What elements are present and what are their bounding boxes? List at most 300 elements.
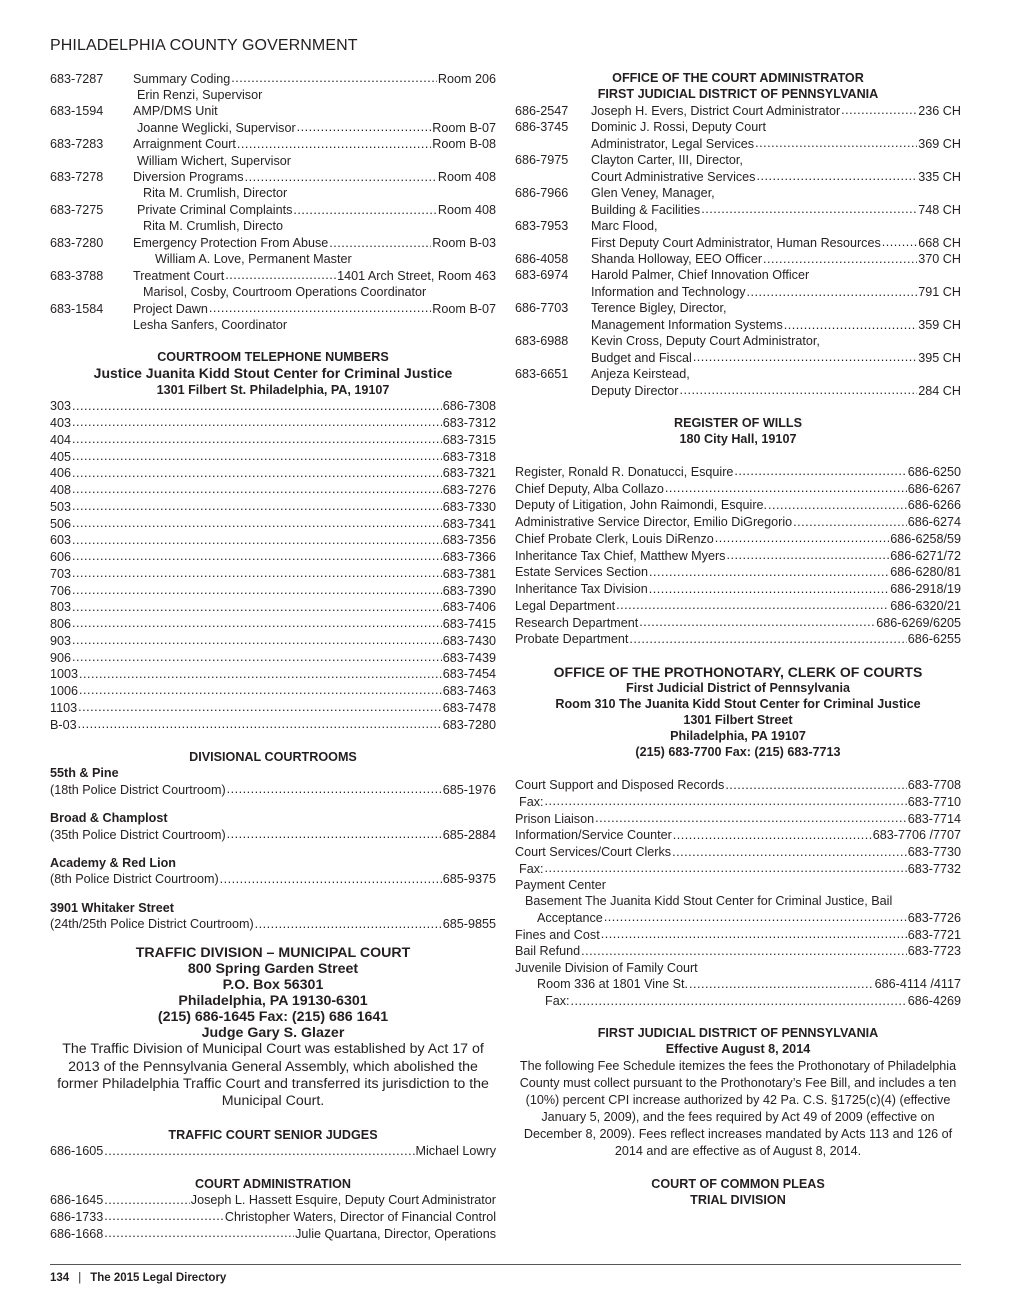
courtroom-row-label: 506 — [50, 516, 72, 531]
left-entry-line — [133, 235, 496, 252]
prothonotary-sub-line: 1301 Filbert Street — [683, 713, 793, 728]
register-row — [515, 547, 961, 564]
left-entry-line-label: Summary Coding — [133, 71, 231, 86]
cao-entry-line-label: First Deputy Court Administrator, Human Resources — [591, 235, 881, 250]
courtroom-rooms — [50, 398, 496, 733]
register-row-label: Deputy of Litigation, John Raimondi, Esquire. — [515, 498, 768, 513]
leader-dots — [571, 993, 907, 1006]
register-row — [515, 530, 961, 547]
courtroom-row-label: 603 — [50, 533, 72, 548]
senior-judge-row-value: Michael Lowry — [415, 1144, 496, 1159]
courtroom-row-label: 303 — [50, 399, 72, 414]
cao-entry-body — [591, 119, 961, 152]
court-admin-list — [50, 1192, 496, 1242]
left-entry-body — [133, 300, 496, 333]
leader-dots — [693, 349, 917, 362]
cao-entry-body — [591, 366, 961, 399]
cao-entry-line — [591, 251, 961, 268]
left-phone: 683-7283 — [50, 137, 104, 152]
cao-entry-line-label: Dominic J. Rossi, Deputy Court — [591, 120, 766, 135]
court-admin-row-label: 686-1668 — [50, 1226, 104, 1241]
courtroom-row-value: 683-7341 — [442, 516, 496, 531]
leader-dots — [72, 515, 442, 528]
cao-entry — [515, 185, 961, 218]
leader-dots — [747, 284, 918, 297]
prothonotary-row-value: 683-7708 — [907, 778, 961, 793]
leader-dots — [581, 943, 907, 956]
register-row-label: Register, Ronald R. Donatucci, Esquire — [515, 464, 734, 479]
left-entry-line-label: AMP/DMS Unit — [133, 103, 218, 118]
leader-dots — [680, 382, 918, 395]
courtroom-row-value: 683-7330 — [442, 499, 496, 514]
cao-entry-line — [591, 185, 961, 201]
register-row-value: 686-6269/6205 — [876, 615, 961, 630]
prothonotary-row — [515, 926, 961, 943]
courtroom-row-value: 686-7308 — [442, 399, 496, 414]
court-admin-row-value: Joseph L. Hassett Esquire, Deputy Court Administrator — [190, 1193, 496, 1208]
divisional-row-label: (35th Police District Courtroom) — [50, 827, 226, 842]
register-row-label: Research Department — [515, 615, 639, 630]
prothonotary-row — [515, 943, 961, 960]
footer-rule — [50, 1264, 961, 1265]
courtroom-row-value: 683-7276 — [442, 483, 496, 498]
cao-entry — [515, 152, 961, 185]
prothonotary-row-value: 683-7723 — [907, 944, 961, 959]
courtroom-row-value: 683-7478 — [442, 700, 496, 715]
left-entry-line-label: Project Dawn — [133, 301, 208, 316]
traffic-line: TRAFFIC DIVISION – MUNICIPAL COURT — [135, 944, 411, 961]
courtroom-row-value: 683-7463 — [442, 684, 496, 699]
leader-dots — [601, 926, 907, 939]
cao-entry-line-label: Court Administrative Services — [591, 169, 756, 184]
register-row-label: Chief Deputy, Alba Collazo — [515, 481, 664, 496]
cao-phone: 683-6988 — [515, 334, 569, 349]
register-row — [515, 564, 961, 581]
left-entry-line-label: William Wichert, Supervisor — [137, 153, 291, 168]
register-row-value: 686-6266 — [907, 498, 961, 513]
court-admin-heading: COURT ADMINISTRATION — [194, 1176, 351, 1191]
left-entry-line-value: Room 408 — [437, 203, 496, 218]
left-entry-body — [133, 169, 496, 202]
cao-entry-line-label: Administrator, Legal Services — [591, 136, 755, 151]
prothonotary-row-label: Fines and Cost — [515, 927, 600, 942]
leader-dots — [72, 465, 442, 478]
courtroom-row-label: B-03 — [50, 717, 77, 732]
cao-entry-line-label: Kevin Cross, Deputy Court Administrator, — [591, 334, 820, 349]
leader-dots — [672, 844, 907, 857]
courtroom-row-value: 683-7356 — [442, 533, 496, 548]
prothonotary-row-label: Fax: — [519, 861, 544, 876]
leader-dots — [841, 102, 917, 115]
left-entry — [50, 202, 496, 235]
prothonotary-sub-line: Philadelphia, PA 19107 — [670, 729, 806, 744]
left-entry-body — [133, 103, 496, 136]
traffic-line: Philadelphia, PA 19130-6301 — [178, 992, 368, 1009]
cao-entry-line — [591, 284, 961, 301]
court-admin-row — [50, 1208, 496, 1225]
divisional-row-value: 685-2884 — [442, 827, 496, 842]
leader-dots — [72, 481, 442, 494]
prothonotary-row-label: Room 336 at 1801 Vine St. — [537, 977, 688, 992]
leader-dots — [629, 631, 906, 644]
left-entry-line-value: Room B-03 — [432, 236, 496, 251]
left-phone: 683-7278 — [50, 170, 104, 185]
footer-separator: | — [78, 1272, 82, 1284]
left-entry-line — [133, 300, 496, 317]
cao-phone: 686-2547 — [515, 103, 569, 118]
leader-dots — [104, 1143, 414, 1156]
right-column — [515, 70, 961, 1208]
court-admin-row-label: 686-1733 — [50, 1210, 104, 1225]
left-entry-body — [133, 136, 496, 169]
cao-entry-body — [591, 218, 961, 251]
leader-dots — [104, 1208, 224, 1221]
left-phone: 683-1594 — [50, 103, 104, 118]
prothonotary-row-value: 686-4114 /4117 — [874, 977, 961, 992]
left-phone: 683-1584 — [50, 301, 104, 316]
spacer — [50, 888, 496, 900]
cao-entry-line-value: 668 CH — [918, 235, 961, 250]
page-title: PHILADELPHIA COUNTY GOVERNMENT — [50, 37, 358, 54]
prothonotary-row-label: Court Services/Court Clerks — [515, 845, 672, 860]
prothonotary-row-value: 683-7730 — [907, 845, 961, 860]
traffic-line: 800 Spring Garden Street — [187, 960, 359, 977]
left-entry-line-value: 1401 Arch Street, Room 463 — [337, 269, 496, 284]
prothonotary-row-label: Juvenile Division of Family Court — [515, 960, 698, 975]
leader-dots — [756, 168, 917, 181]
cao-entry-line-value: 284 CH — [918, 383, 961, 398]
leader-dots — [72, 599, 442, 612]
left-entry-line — [133, 185, 496, 201]
register-row-value: 686-6320/21 — [890, 598, 961, 613]
prothonotary-heading: OFFICE OF THE PROTHONOTARY, CLERK OF COURTS — [553, 663, 923, 680]
prothonotary-row-label: Fax: — [545, 994, 570, 1009]
courtroom-row — [50, 649, 496, 666]
prothonotary-row-value: 683-7726 — [907, 910, 961, 925]
cao-entry-line-label: Information and Technology — [591, 285, 746, 300]
courtroom-row-label: 706 — [50, 583, 72, 598]
leader-dots — [882, 234, 918, 247]
leader-dots — [72, 532, 442, 545]
cao-entry-line — [591, 168, 961, 185]
register-row-label: Estate Services Section — [515, 565, 648, 580]
prothonotary-row-value: 686-4269 — [907, 994, 961, 1009]
left-entry-line-label: William A. Love, Permanent Master — [155, 252, 352, 267]
divisional-items — [50, 765, 496, 933]
leader-dots — [673, 827, 872, 840]
leader-dots — [329, 235, 431, 248]
left-entry-body — [133, 267, 496, 300]
divisional-row — [50, 826, 496, 843]
fee-schedule-heading: FIRST JUDICIAL DISTRICT OF PENNSYLVANIA — [597, 1026, 879, 1041]
cao-entry-line-value: 395 CH — [918, 351, 961, 365]
courtroom-row-label: 503 — [50, 499, 72, 514]
cao-phone: 686-4058 — [515, 252, 569, 267]
courtroom-row — [50, 716, 496, 733]
courtroom-row — [50, 465, 496, 482]
register-wills-heading: REGISTER OF WILLS — [673, 416, 803, 431]
left-entry-line-value: Room B-07 — [432, 301, 496, 316]
divisional-name: 55th & Pine — [50, 765, 119, 780]
prothonotary-row-label: Acceptance — [537, 910, 603, 925]
cao-entry-line-label: Shanda Holloway, EEO Officer — [591, 252, 763, 267]
left-phone: 683-7287 — [50, 71, 104, 86]
divisional-row — [50, 781, 496, 798]
leader-dots — [715, 530, 889, 543]
leader-dots — [545, 860, 907, 873]
cao-entry-line-label: Glen Veney, Manager, — [591, 185, 715, 200]
footer-title: The 2015 Legal Directory — [90, 1272, 227, 1284]
left-entry — [50, 300, 496, 333]
leader-dots — [701, 201, 917, 214]
court-admin-office-heading: OFFICE OF THE COURT ADMINISTRATOR — [612, 71, 864, 85]
court-admin-row-value: Julie Quartana, Director, Operations — [295, 1226, 496, 1241]
cao-entry-line — [591, 135, 961, 152]
left-entry — [50, 169, 496, 202]
cao-entry-line-value: 359 CH — [918, 318, 961, 333]
leader-dots — [639, 614, 875, 627]
cao-entry-line — [591, 218, 961, 234]
leader-dots — [72, 448, 442, 461]
courtroom-row-value: 683-7366 — [442, 550, 496, 565]
register-row-label: Administrative Service Director, Emilio DiGregorio — [515, 515, 793, 530]
page-number: 134 — [50, 1272, 70, 1284]
left-entries — [50, 70, 496, 333]
left-entry-line — [133, 153, 496, 169]
senior-judges-heading: TRAFFIC COURT SENIOR JUDGES — [168, 1127, 378, 1142]
cao-entry — [515, 300, 961, 333]
courtroom-row-value: 683-7390 — [442, 583, 496, 598]
cao-entry-line-value: 369 CH — [918, 136, 961, 151]
left-entry-line — [133, 218, 496, 234]
cao-phone: 686-7975 — [515, 152, 569, 167]
leader-dots — [616, 597, 889, 610]
divisional-row-value: 685-9855 — [442, 917, 496, 932]
prothonotary-row-label: Information/Service Counter — [515, 828, 672, 843]
leader-dots — [78, 716, 442, 729]
leader-dots — [755, 135, 917, 148]
left-entry-body — [133, 202, 496, 235]
prothonotary-row — [515, 793, 961, 810]
left-entry-line-label: Lesha Sanfers, Coordinator — [133, 318, 288, 333]
register-row — [515, 514, 961, 531]
senior-judges-list — [50, 1143, 496, 1160]
left-entry-line — [133, 136, 496, 153]
courtroom-row — [50, 515, 496, 532]
left-entry-line-label: Diversion Programs — [133, 170, 244, 185]
register-row-value: 686-2918/19 — [890, 582, 961, 597]
divisional-name: Academy & Red Lion — [50, 855, 176, 870]
courtroom-row — [50, 615, 496, 632]
courtroom-row — [50, 582, 496, 599]
leader-dots — [726, 547, 889, 560]
register-row-value: 686-6255 — [907, 632, 961, 647]
leader-dots — [763, 251, 917, 264]
leader-dots — [227, 826, 442, 839]
cao-entry-line — [591, 119, 961, 135]
prothonotary-row-label: Payment Center — [515, 878, 606, 893]
left-column — [50, 70, 496, 1242]
prothonotary-row — [515, 860, 961, 877]
senior-judge-row-label: 686-1605 — [50, 1144, 104, 1159]
courtroom-row-value: 683-7312 — [442, 416, 496, 431]
cao-entry — [515, 366, 961, 399]
cao-entry-line-value: 748 CH — [918, 202, 961, 217]
register-row — [515, 480, 961, 497]
register-row-label: Chief Probate Clerk, Louis DiRenzo — [515, 531, 714, 546]
spacer — [50, 843, 496, 855]
register-row — [515, 581, 961, 598]
cao-entry-line — [591, 201, 961, 218]
leader-dots — [104, 1192, 190, 1205]
prothonotary-row — [515, 893, 961, 909]
court-admin-office-entries — [515, 102, 961, 399]
divisional-row-label: (8th Police District Courtroom) — [50, 872, 219, 887]
leader-dots — [793, 514, 907, 527]
left-entry-body — [133, 70, 496, 103]
register-row-value: 686-6258/59 — [890, 531, 961, 546]
spacer — [50, 798, 496, 810]
prothonotary-row-value: 683-7710 — [907, 794, 961, 809]
court-admin-row — [50, 1192, 496, 1209]
divisional-row — [50, 871, 496, 888]
left-entry-line-label: Emergency Protection From Abuse — [133, 236, 329, 251]
cao-entry-line-label: Deputy Director — [591, 383, 679, 398]
cao-entry-line-label: Anjeza Keirstead, — [591, 367, 690, 382]
courtroom-row — [50, 414, 496, 431]
prothonotary-row — [515, 993, 961, 1010]
prothonotary-sub-line: Room 310 The Juanita Kidd Stout Center for Criminal Justice — [555, 696, 921, 711]
cao-entry — [515, 119, 961, 152]
register-row — [515, 497, 961, 514]
register-row-label: Inheritance Tax Division — [515, 582, 648, 597]
prothonotary-row-label: Prison Liaison — [515, 811, 595, 826]
cao-phone: 683-6651 — [515, 367, 569, 382]
divisional-row-value: 685-9375 — [442, 872, 496, 887]
left-entry-line-label: Marisol, Cosby, Courtroom Operations Coordinator — [143, 285, 427, 300]
leader-dots — [72, 431, 442, 444]
register-row-label: Legal Department — [515, 598, 616, 613]
register-row-value: 686-6274 — [907, 515, 961, 530]
register-row — [515, 597, 961, 614]
courtroom-row-value: 683-7280 — [442, 717, 496, 732]
traffic-line: (215) 686-1645 Fax: (215) 686 1641 — [157, 1009, 389, 1026]
left-phone: 683-7275 — [50, 203, 104, 218]
left-entry-line — [133, 103, 496, 119]
prothonotary-list — [515, 777, 961, 1010]
leader-dots — [768, 497, 907, 510]
leader-dots — [604, 909, 907, 922]
leader-dots — [649, 581, 889, 594]
traffic-description: The Traffic Division of Municipal Court was established by Act 17 of 2013 of the Pennsylvania General Assembly, which abolished the former Philadelphia Traffic Court and transferred its jurisdiction to the Municipal Court. — [57, 1041, 489, 1110]
courtroom-row-label: 1003 — [50, 667, 79, 682]
cao-entry-body — [591, 152, 961, 185]
cao-phone: 683-6974 — [515, 268, 569, 283]
left-entry — [50, 136, 496, 169]
courtroom-row-label: 1103 — [50, 700, 78, 715]
divisional-row-label: (24th/25th Police District Courtroom) — [50, 917, 254, 932]
cao-entry-line-label: Building & Facilities — [591, 202, 701, 217]
cao-phone: 683-7953 — [515, 218, 569, 233]
cao-entry-line-value: 791 CH — [918, 285, 961, 300]
register-wills-address: 180 City Hall, 19107 — [679, 432, 797, 447]
divisional-row-value: 685-1976 — [442, 782, 496, 797]
courtroom-row-label: 806 — [50, 617, 72, 632]
courtroom-row-value: 683-7406 — [442, 600, 496, 615]
prothonotary-row-value: 683-7721 — [907, 927, 961, 942]
cao-entry-body — [591, 102, 961, 119]
register-row — [515, 631, 961, 648]
court-admin-row — [50, 1225, 496, 1242]
courtroom-row — [50, 699, 496, 716]
cao-phone: 686-7966 — [515, 185, 569, 200]
cao-entry-body — [591, 185, 961, 218]
leader-dots — [665, 480, 907, 493]
left-entry-line-value: Room B-07 — [432, 120, 496, 135]
left-phone: 683-7280 — [50, 236, 104, 251]
traffic-division — [50, 945, 496, 1042]
register-row-value: 686-6280/81 — [890, 565, 961, 580]
left-entry-line-value: Room B-08 — [432, 137, 496, 152]
cao-entry-line-label: Joseph H. Evers, District Court Administrator — [591, 103, 841, 118]
leader-dots — [245, 169, 437, 182]
cao-entry-line — [591, 382, 961, 399]
senior-judge-row — [50, 1143, 496, 1160]
courtroom-row — [50, 481, 496, 498]
prothonotary-sub-line: (215) 683-7700 Fax: (215) 683-7713 — [635, 745, 841, 760]
courtroom-center: Justice Juanita Kidd Stout Center for Criminal Justice — [93, 365, 453, 382]
courtroom-row-label: 1006 — [50, 684, 79, 699]
prothonotary-row — [515, 827, 961, 844]
cao-entry-line-label: Harold Palmer, Chief Innovation Officer — [591, 268, 810, 283]
fee-schedule-sub1: COURT OF COMMON PLEAS — [651, 1176, 825, 1191]
cao-entry-line-value: 335 CH — [918, 169, 961, 184]
courtroom-row-label: 408 — [50, 483, 72, 498]
courtroom-row — [50, 498, 496, 515]
courtroom-row — [50, 565, 496, 582]
register-row — [515, 463, 961, 480]
divisional-row — [50, 916, 496, 933]
courtroom-row — [50, 431, 496, 448]
prothonotary-row — [515, 909, 961, 926]
courtroom-row-label: 404 — [50, 432, 72, 447]
left-entry-line-label: Rita M. Crumlish, Directo — [143, 219, 283, 234]
divisional-heading: DIVISIONAL COURTROOMS — [189, 749, 357, 764]
leader-dots — [293, 202, 437, 215]
courtroom-row-label: 606 — [50, 550, 72, 565]
fee-schedule-effective: Effective August 8, 2014 — [665, 1042, 811, 1057]
divisional-name: Broad & Champlost — [50, 810, 168, 825]
left-entry-line-value: Room 408 — [437, 170, 496, 185]
register-wills-list — [515, 463, 961, 647]
cao-entry-line-label: Clayton Carter, III, Director, — [591, 152, 743, 167]
register-row — [515, 614, 961, 631]
prothonotary-row-label: Court Support and Disposed Records — [515, 778, 725, 793]
cao-entry-body — [591, 300, 961, 333]
left-entry-line-label: Arraignment Court — [133, 137, 236, 152]
divisional-name: 3901 Whitaker Street — [50, 900, 174, 915]
cao-entry-body — [591, 333, 961, 366]
courtroom-row-value: 683-7321 — [442, 466, 496, 481]
prothonotary-row-value: 683-7706 /7707 — [872, 828, 961, 843]
leader-dots — [72, 582, 442, 595]
fee-schedule-sub2: TRIAL DIVISION — [690, 1192, 786, 1207]
courtroom-row-value: 683-7439 — [442, 650, 496, 665]
courtroom-row-value: 683-7381 — [442, 566, 496, 581]
court-admin-row-label: 686-1645 — [50, 1193, 104, 1208]
courtroom-row — [50, 682, 496, 699]
cao-entry-line-value: 236 CH — [918, 103, 961, 118]
